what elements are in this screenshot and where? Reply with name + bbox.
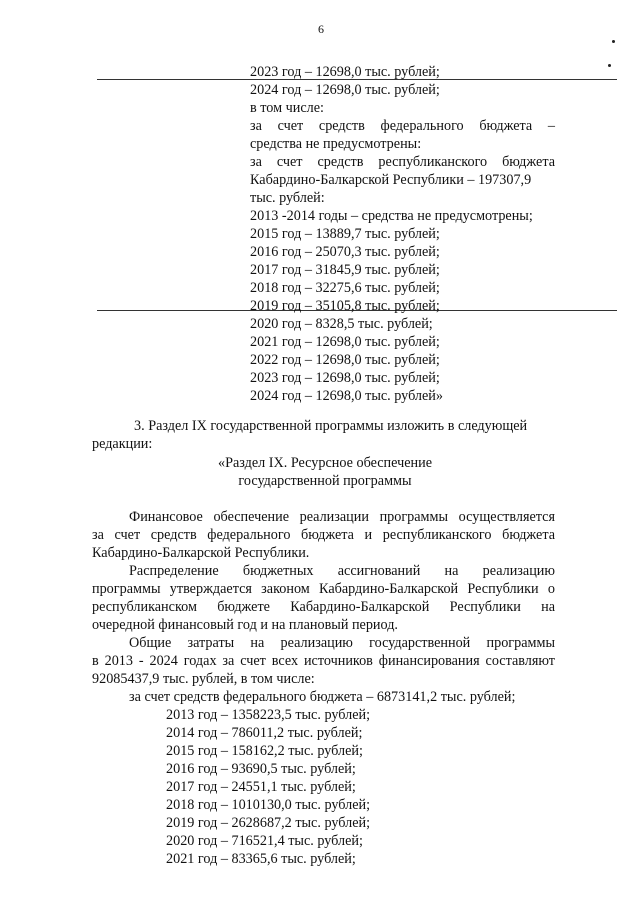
paragraph-line: за счет средств федерального бюджета и республиканского бюджета (92, 527, 555, 543)
scan-speck (612, 40, 615, 43)
federal-year-line: 2018 год – 1010130,0 тыс. рублей; (166, 797, 371, 813)
federal-year-line: 2015 год – 158162,2 тыс. рублей; (166, 743, 363, 759)
text-line: 2023 год – 12698,0 тыс. рублей; (250, 370, 440, 386)
paragraph-line: 92085437,9 тыс. рублей, в том числе: (92, 671, 315, 687)
federal-year-line: 2016 год – 93690,5 тыс. рублей; (166, 761, 356, 777)
federal-year-line: 2020 год – 716521,4 тыс. рублей; (166, 833, 363, 849)
text-line: 2017 год – 31845,9 тыс. рублей; (250, 262, 440, 278)
scan-speck (608, 64, 611, 67)
item-3-text: 3. Раздел IX государственной программы изложить в следующей (134, 418, 528, 434)
text-line: в том числе: (250, 100, 324, 116)
paragraph-line: за счет средств федерального бюджета – 6873141,2 тыс. рублей; (129, 689, 516, 705)
text-line: 2024 год – 12698,0 тыс. рублей; (250, 82, 440, 98)
text-line: Кабардино-Балкарской Республики – 197307,9 (250, 172, 532, 188)
paragraph-line: в 2013 - 2024 годах за счет всех источников финансирования составляют (92, 653, 555, 669)
text-line: за счет средств республиканского бюджета (250, 154, 555, 170)
federal-year-line: 2021 год – 83365,6 тыс. рублей; (166, 851, 356, 867)
item-3-text: редакции: (92, 436, 153, 452)
text-line: 2021 год – 12698,0 тыс. рублей; (250, 334, 440, 350)
paragraph-line: программы утверждается законом Кабардино-Балкарской Республики о (92, 581, 555, 597)
text-line: 2019 год – 35105,8 тыс. рублей; (250, 298, 440, 314)
text-line: 2024 год – 12698,0 тыс. рублей» (250, 388, 443, 404)
paragraph-line: республиканском бюджете Кабардино-Балкарской Республики на (92, 599, 555, 615)
text-line: тыс. рублей: (250, 190, 325, 206)
text-line: 2015 год – 13889,7 тыс. рублей; (250, 226, 440, 242)
page-number: 6 (318, 22, 324, 36)
text-line: 2023 год – 12698,0 тыс. рублей; (250, 64, 440, 80)
text-line: 2016 год – 25070,3 тыс. рублей; (250, 244, 440, 260)
federal-year-line: 2017 год – 24551,1 тыс. рублей; (166, 779, 356, 795)
paragraph-line: Общие затраты на реализацию государственной программы (129, 635, 555, 651)
paragraph-line: Финансовое обеспечение реализации программы осуществляется (129, 509, 555, 525)
paragraph-line: Кабардино-Балкарской Республики. (92, 545, 310, 561)
federal-year-line: 2013 год – 1358223,5 тыс. рублей; (166, 707, 371, 723)
section-heading: государственной программы (238, 473, 412, 489)
text-line: 2020 год – 8328,5 тыс. рублей; (250, 316, 433, 332)
text-line: за счет средств федерального бюджета – (250, 118, 555, 134)
section-heading: «Раздел IX. Ресурсное обеспечение (217, 455, 432, 471)
text-line: средства не предусмотрены: (250, 136, 422, 152)
text-line: 2018 год – 32275,6 тыс. рублей; (250, 280, 440, 296)
federal-year-line: 2014 год – 786011,2 тыс. рублей; (166, 725, 363, 741)
paragraph-line: Распределение бюджетных ассигнований на реализацию (129, 563, 555, 579)
text-line: 2022 год – 12698,0 тыс. рублей; (250, 352, 440, 368)
text-line: 2013 -2014 годы – средства не предусмотрены; (250, 208, 533, 224)
paragraph-line: очередной финансовый год и на плановый период. (92, 617, 398, 633)
federal-year-line: 2019 год – 2628687,2 тыс. рублей; (166, 815, 371, 831)
